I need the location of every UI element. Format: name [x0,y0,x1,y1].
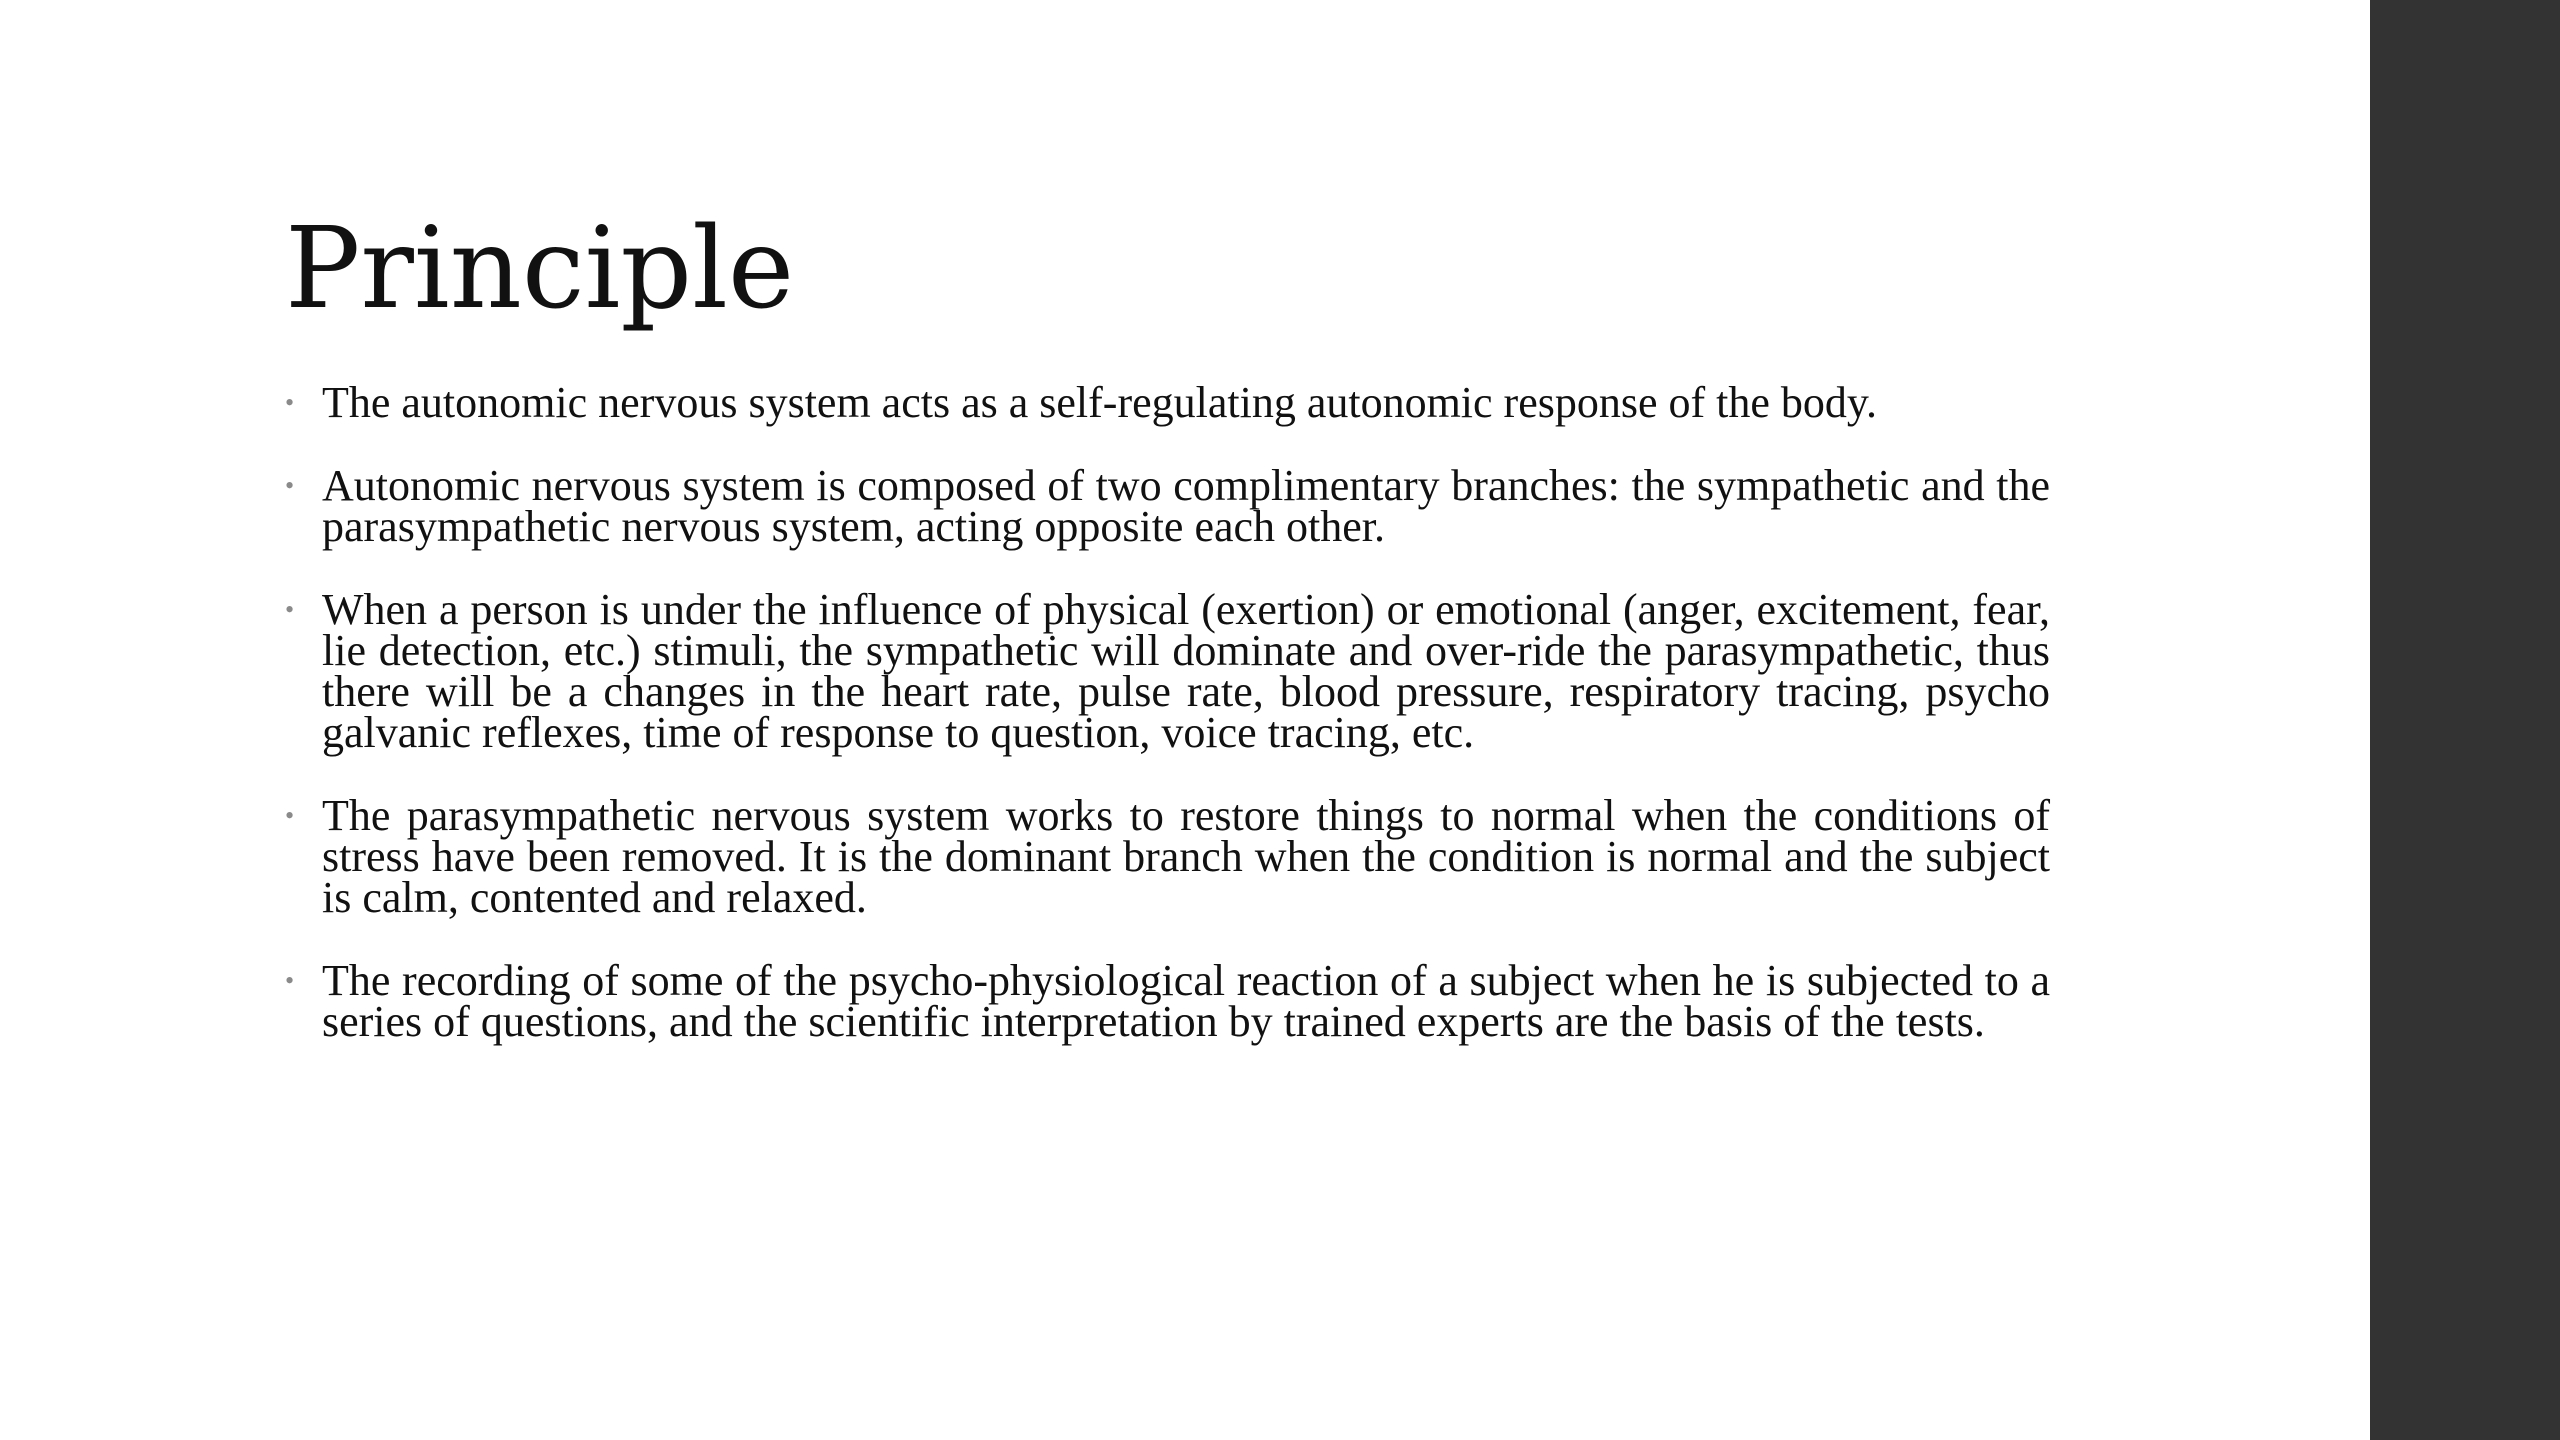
bullet-item [285,956,2050,1046]
bullet-icon: • [285,801,295,830]
bullet-icon: • [285,966,295,995]
bullet-list [285,378,2050,1084]
bullet-item [285,461,2050,551]
bullet-icon: • [285,595,295,624]
bullet-item [285,378,2050,427]
side-accent-bar [2370,0,2560,1440]
bullet-text: The autonomic nervous system acts as a self-regulating autonomic response of the body. [322,378,1878,427]
bullet-icon: • [285,471,295,500]
bullet-item [285,585,2050,757]
bullet-icon: • [285,388,295,417]
bullet-item [285,791,2050,922]
slide-title: Principle [285,204,795,334]
bullet-text: The recording of some of the psycho-physiological reaction of a subject when he is subjected to a series of questions, and the scientific interpretation by trained experts are the basis of the tests. [322,956,2050,1046]
bullet-text: The parasympathetic nervous system works to restore things to normal when the conditions of stress have been removed. It is the dominant branch when the condition is normal and the subject is calm, contented and relaxed. [322,791,2050,922]
bullet-text: Autonomic nervous system is composed of two complimentary branches: the sympathetic and the parasympathetic nervous system, acting opposite each other. [322,461,2050,551]
bullet-text: When a person is under the influence of physical (exertion) or emotional (anger, excitement, fear, lie detection, etc.) stimuli, the sympathetic will dominate and over-ride the parasympathetic, thus there will be a changes in the heart rate, pulse rate, blood pressure, respiratory tracing, psycho galvanic reflexes, time of response to question, voice tracing, etc. [322,585,2050,757]
